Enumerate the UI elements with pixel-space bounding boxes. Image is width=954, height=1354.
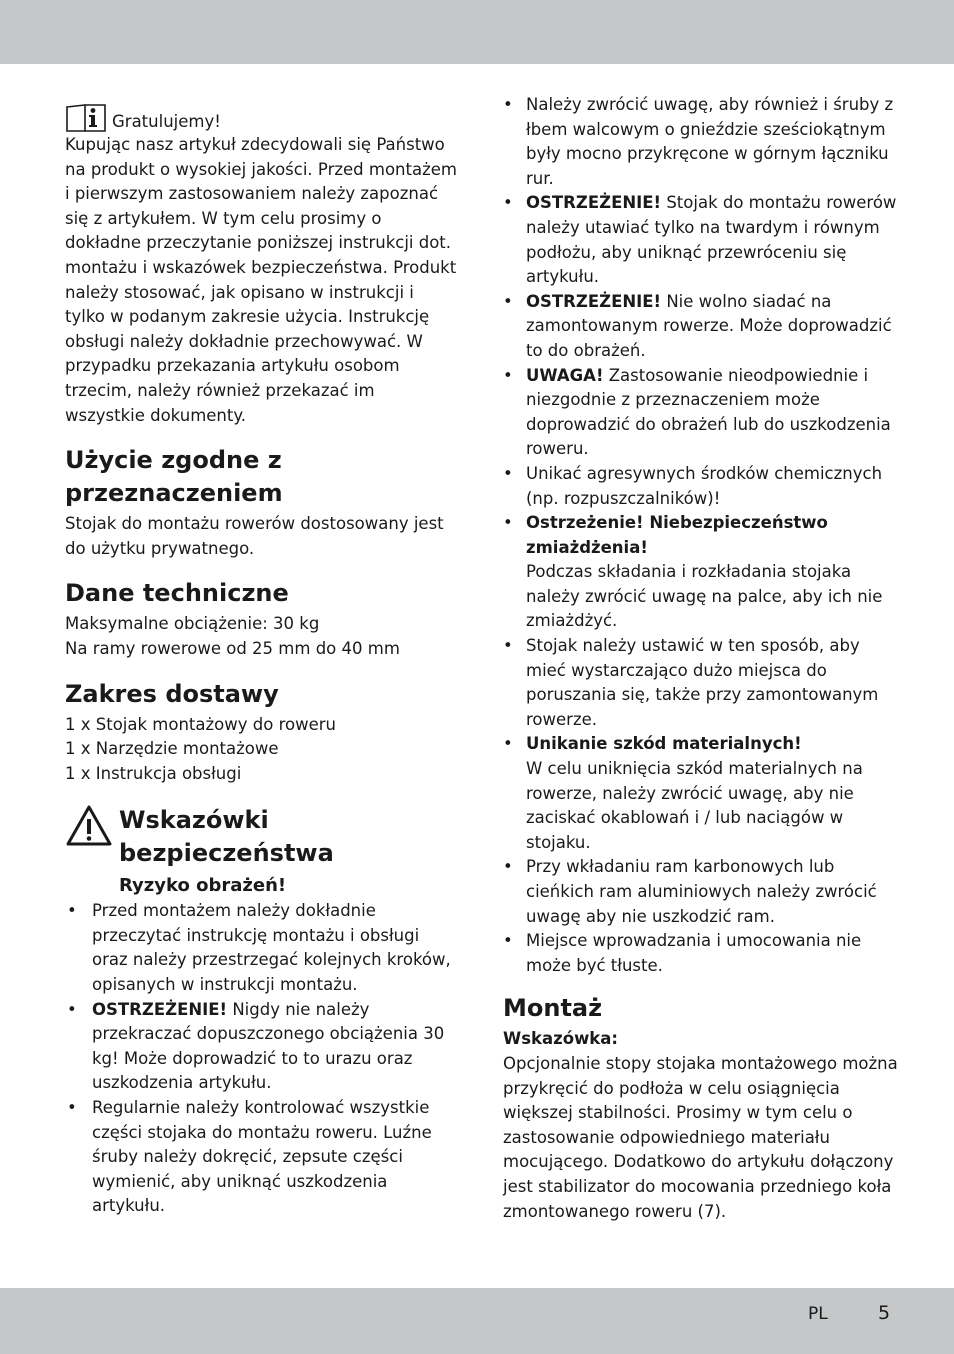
delivery-line: 1 x Instrukcja obsługi xyxy=(65,763,242,783)
item-text: Należy zwrócić uwagę, aby również i śruby z łbem walcowym o gnieździe sześciokątnym były mocno przykręcone w górnym łączniku rur. xyxy=(526,95,894,188)
assembly-note-label: Wskazówka: xyxy=(503,1029,619,1049)
list-item xyxy=(65,899,457,997)
right-column xyxy=(503,93,898,1224)
safety-heading: Wskazówki bezpieczeństwa xyxy=(119,806,334,868)
item-text: Przed montażem należy dokładnie przeczytać instrukcję montażu i obsługi oraz należy przestrzegać kolejnych kroków, opisanych w instrukcji montażu. xyxy=(92,901,451,995)
intended-use-heading: Użycie zgodne z przeznaczeniem xyxy=(65,446,283,508)
item-text: Stojak do montażu rowerów należy utawiać tylko na twardym i równym podłożu, aby uniknąć przewróceniu się artykułu. xyxy=(526,193,897,287)
intro-header xyxy=(65,103,457,133)
item-bold: OSTRZEŻENIE! xyxy=(526,291,662,311)
list-item xyxy=(503,929,898,978)
footer-language: PL xyxy=(808,1304,828,1324)
item-text: Stojak należy ustawić w ten sposób, aby mieć wystarczająco dużo miejsca do poruszania się, także przy zamontowanym rowerze. xyxy=(526,636,879,729)
delivery-heading: Zakres dostawy xyxy=(65,679,279,708)
delivery-line: 1 x Narzędzie montażowe xyxy=(65,739,279,759)
tech-data-line: Na ramy rowerowe od 25 mm do 40 mm xyxy=(65,638,400,658)
list-item xyxy=(503,93,898,191)
list-item xyxy=(503,290,898,364)
list-item xyxy=(503,855,898,929)
tech-data-line: Maksymalne obciążenie: 30 kg xyxy=(65,614,320,634)
safety-list-right xyxy=(503,93,898,978)
item-text: W celu uniknięcia szkód materialnych na rowerze, należy zwrócić uwagę, aby nie zaciskać okablowań i / lub naciągów w stojaku. xyxy=(526,759,863,852)
list-item xyxy=(503,732,898,855)
item-text: Podczas składania i rozkładania stojaka należy zwrócić uwagę na palce, aby ich nie zmiażdżyć. xyxy=(526,562,883,631)
item-text: Przy wkładaniu ram karbonowych lub cieńkich ram aluminiowych należy zwrócić uwagę aby nie uszkodzić ram. xyxy=(526,857,877,926)
assembly-text: Opcjonalnie stopy stojaka montażowego można przykręcić do podłoża w celu osiągnięcia większej stabilności. Prosimy w tym celu o zastosowanie odpowiedniego materiału mocującego. Dodatkowo do artykułu dołączony jest stabilizator do mocowania przedniego koła zmontowanego roweru (7). xyxy=(503,1053,898,1221)
intended-use-text: Stojak do montażu rowerów dostosowany jest do użytku prywatnego. xyxy=(65,514,444,558)
item-text: Zastosowanie nieodpowiednie i niezgodnie z przeznaczeniem może doprowadzić do obrażeń lub do uszkodzenia roweru. xyxy=(526,365,891,459)
injury-risk-subheading: Ryzyko obrażeń! xyxy=(119,875,287,897)
item-text: Nigdy nie należy przekraczać dopuszczonego obciążenia 30 kg! Może doprowadzić to to urazu oraz uszkodzenia artykułu. xyxy=(92,999,445,1093)
safety-header xyxy=(65,804,457,870)
list-item xyxy=(65,998,457,1096)
item-bold: • Unikanie szkód materialnych! xyxy=(526,734,802,754)
page-number: 5 xyxy=(878,1302,891,1324)
list-item xyxy=(503,634,898,732)
list-item xyxy=(503,462,898,511)
item-bold: UWAGA! xyxy=(526,365,604,385)
item-text: Regularnie należy kontrolować wszystkie części stojaka do montażu roweru. Luźne śruby należy dokręcić, zepsute części wymienić, aby uniknąć uszkodzenia artykułu. xyxy=(92,1098,432,1216)
info-book-icon xyxy=(65,103,109,133)
item-text: Miejsce wprowadzania i umocowania nie może być tłuste. xyxy=(526,931,862,975)
safety-list-left xyxy=(65,899,457,1219)
assembly-heading: Montaż xyxy=(503,994,603,1023)
intro-paragraph: Kupując nasz artykuł zdecydowali się Państwo na produkt o wysokiej jakości. Przed montażem i pierwszym zastosowaniem należy zapoznać się z artykułem. W tym celu prosimy o dokładne przeczytanie poniższej instrukcji dot. montażu i wskazówek bezpieczeństwa. Produkt należy stosować, jak opisano w instrukcji i tylko w podanym zakresie użycia. Instrukcję obsługi należy dokładnie przechowywać. W przypadku przekazania artykułu osobom trzecim, należy również przekazać im wszystkie dokumenty. xyxy=(65,135,457,425)
header-bar xyxy=(0,0,954,64)
congrats-text: Gratulujemy! xyxy=(112,112,221,131)
item-text: Unikać agresywnych środków chemicznych (np. rozpuszczalników)! xyxy=(526,463,883,508)
list-item xyxy=(503,191,898,289)
list-item xyxy=(65,1096,457,1219)
warning-triangle-icon xyxy=(65,804,113,848)
list-item xyxy=(503,364,898,462)
item-bold: • Ostrzeżenie! Niebezpieczeństwo zmiażdżenia! xyxy=(526,513,828,557)
tech-data-heading: Dane techniczne xyxy=(65,579,289,608)
item-bold: OSTRZEŻENIE! xyxy=(526,193,662,213)
list-item xyxy=(503,511,898,634)
item-text: Nie wolno siadać na zamontowanym rowerze. Może doprowadzić to do obrażeń. xyxy=(526,291,892,360)
left-column xyxy=(65,93,457,1219)
delivery-line: 1 x Stojak montażowy do roweru xyxy=(65,714,336,734)
item-bold: OSTRZEŻENIE! xyxy=(92,999,228,1019)
